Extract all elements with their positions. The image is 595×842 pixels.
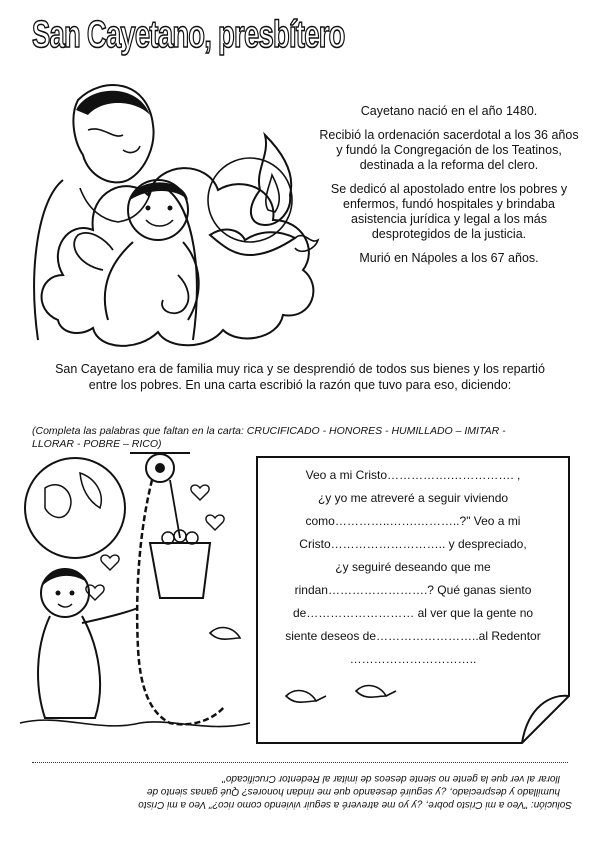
solution <box>22 772 572 811</box>
letter-line: ………………………….. <box>349 652 477 666</box>
instructions: (Completa las palabras que faltan en la carta: CRUCIFICADO - HONORES - HUMILLADO – IMITAR - LLORAR - POBRE – RICO) <box>32 425 506 450</box>
letter-line: Veo a mi Cristo…………….……………. , <box>305 468 521 482</box>
boy-with-well-bucket-icon <box>20 448 250 738</box>
holy-spirit-flame-icon <box>200 130 325 280</box>
bio-paragraph: Cayetano nació en el año 1480. <box>360 104 538 118</box>
letter-line: Cristo……………………….. y despreciado, <box>299 537 527 551</box>
bio-paragraph: Se dedicó al apostolado entre los pobres y enfermos, fundó hospitales y brindaba asistencia jurídica y legal a los más desprotegidos de la justicia. <box>330 182 568 241</box>
letter <box>256 456 570 744</box>
letter-line: ¿y yo me atreveré a seguir viviendo <box>317 491 509 505</box>
letter-line: rindan…………………….? Qué ganas siento <box>294 583 532 597</box>
intro-paragraph: San Cayetano era de familia muy rica y se desprendió de todos sus bienes y los repartió entre los pobres. En una carta escribió la razón que tuvo para eso, diciendo: <box>55 362 545 392</box>
letter-line: como…………..…….………..?" Veo a mi <box>305 514 521 528</box>
bio-paragraph: Murió en Nápoles a los 67 años. <box>359 251 539 265</box>
solution-line: humillado y despreciado, ¿y seguiré deseando que me rindan honores? Qué ganas siento de <box>146 786 560 797</box>
letter-line: de……………………… al ver que la gente no <box>292 606 534 620</box>
page-title: San Cayetano, presbítero <box>32 14 345 56</box>
solution-line: llorar al ver que la gente no siente deseos de imitar al Redentor Crucificado" <box>222 773 560 784</box>
bio-paragraph: Recibió la ordenación sacerdotal a los 36 años y fundó la Congregación de los Teatinos, destinada a la reforma del clero. <box>319 128 579 172</box>
letter-line: ¿y seguiré deseando que me <box>335 560 491 574</box>
solution-line: Solución: "Veo a mi Cristo pobre, ¿y yo me atreveré a seguir viviendo como rico?" Veo a mi Cristo <box>138 799 572 810</box>
biography <box>318 104 580 275</box>
divider <box>32 762 568 763</box>
letter-line: siente deseos de……………………..al Redentor <box>285 629 541 643</box>
